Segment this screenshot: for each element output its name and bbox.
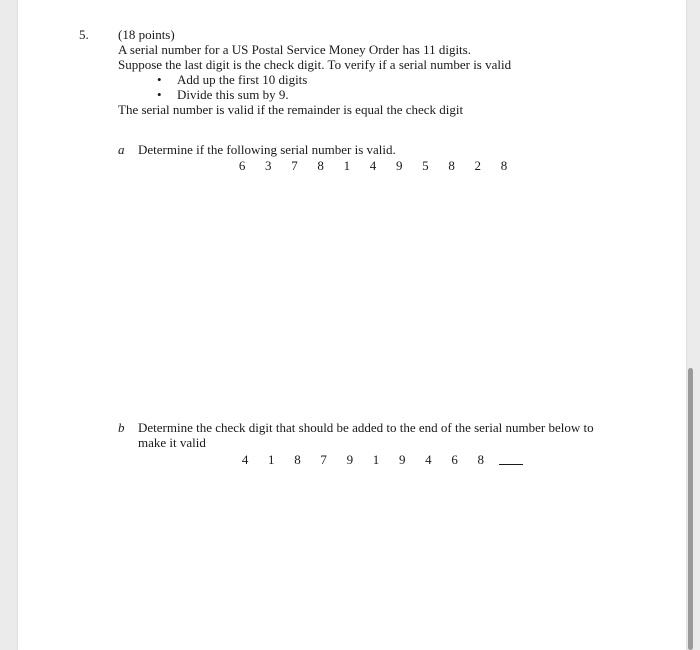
part-a-digit: 1 (343, 158, 351, 173)
part-b-digit: 4 (241, 452, 249, 467)
part-a-digit: 8 (500, 158, 508, 173)
part-a-digit: 7 (291, 158, 298, 173)
part-a-digit: 2 (474, 158, 482, 173)
part-b-digit: 1 (268, 452, 275, 467)
check-digit-blank[interactable] (499, 464, 523, 465)
part-a-digit: 3 (265, 158, 272, 173)
question-number: 5. (79, 27, 89, 42)
bullet-icon: • (157, 72, 162, 87)
part-a-serial-number (229, 158, 517, 173)
question-points: (18 points) (118, 27, 175, 42)
part-a-digit: 6 (238, 158, 246, 173)
part-a-prompt: Determine if the following serial number is valid. (138, 142, 396, 157)
part-a-digit: 8 (317, 158, 324, 173)
bullet-icon: • (157, 87, 162, 102)
part-b-prompt-line-2: make it valid (138, 435, 206, 450)
part-b-serial-number (232, 452, 494, 467)
part-b-digit: 1 (372, 452, 380, 467)
document-page (18, 0, 686, 650)
bullet-item-1: Add up the first 10 digits (177, 72, 308, 87)
part-b-prompt-line-1: Determine the check digit that should be added to the end of the serial number below to (138, 420, 594, 435)
part-a-label: a (118, 142, 125, 157)
vertical-scrollbar[interactable] (688, 368, 693, 650)
part-a-digit: 9 (395, 158, 403, 173)
part-a-digit: 5 (422, 158, 429, 173)
part-b-digit: 9 (346, 452, 354, 467)
part-a-digit: 8 (448, 158, 455, 173)
bullet-item-2: Divide this sum by 9. (177, 87, 289, 102)
part-b-digit: 4 (425, 452, 432, 467)
intro-line-2: Suppose the last digit is the check digit. To verify if a serial number is valid (118, 57, 512, 72)
part-b-digit: 7 (320, 452, 327, 467)
validity-rule: The serial number is valid if the remainder is equal the check digit (118, 102, 464, 117)
part-a-digit: 4 (369, 158, 377, 173)
intro-line-1: A serial number for a US Postal Service Money Order has 11 digits. (118, 42, 471, 57)
part-b-digit: 8 (294, 452, 301, 467)
part-b-digit: 6 (451, 452, 458, 467)
part-b-digit: 9 (398, 452, 406, 467)
part-b-digit: 8 (477, 452, 485, 467)
part-b-label: b (118, 420, 125, 435)
